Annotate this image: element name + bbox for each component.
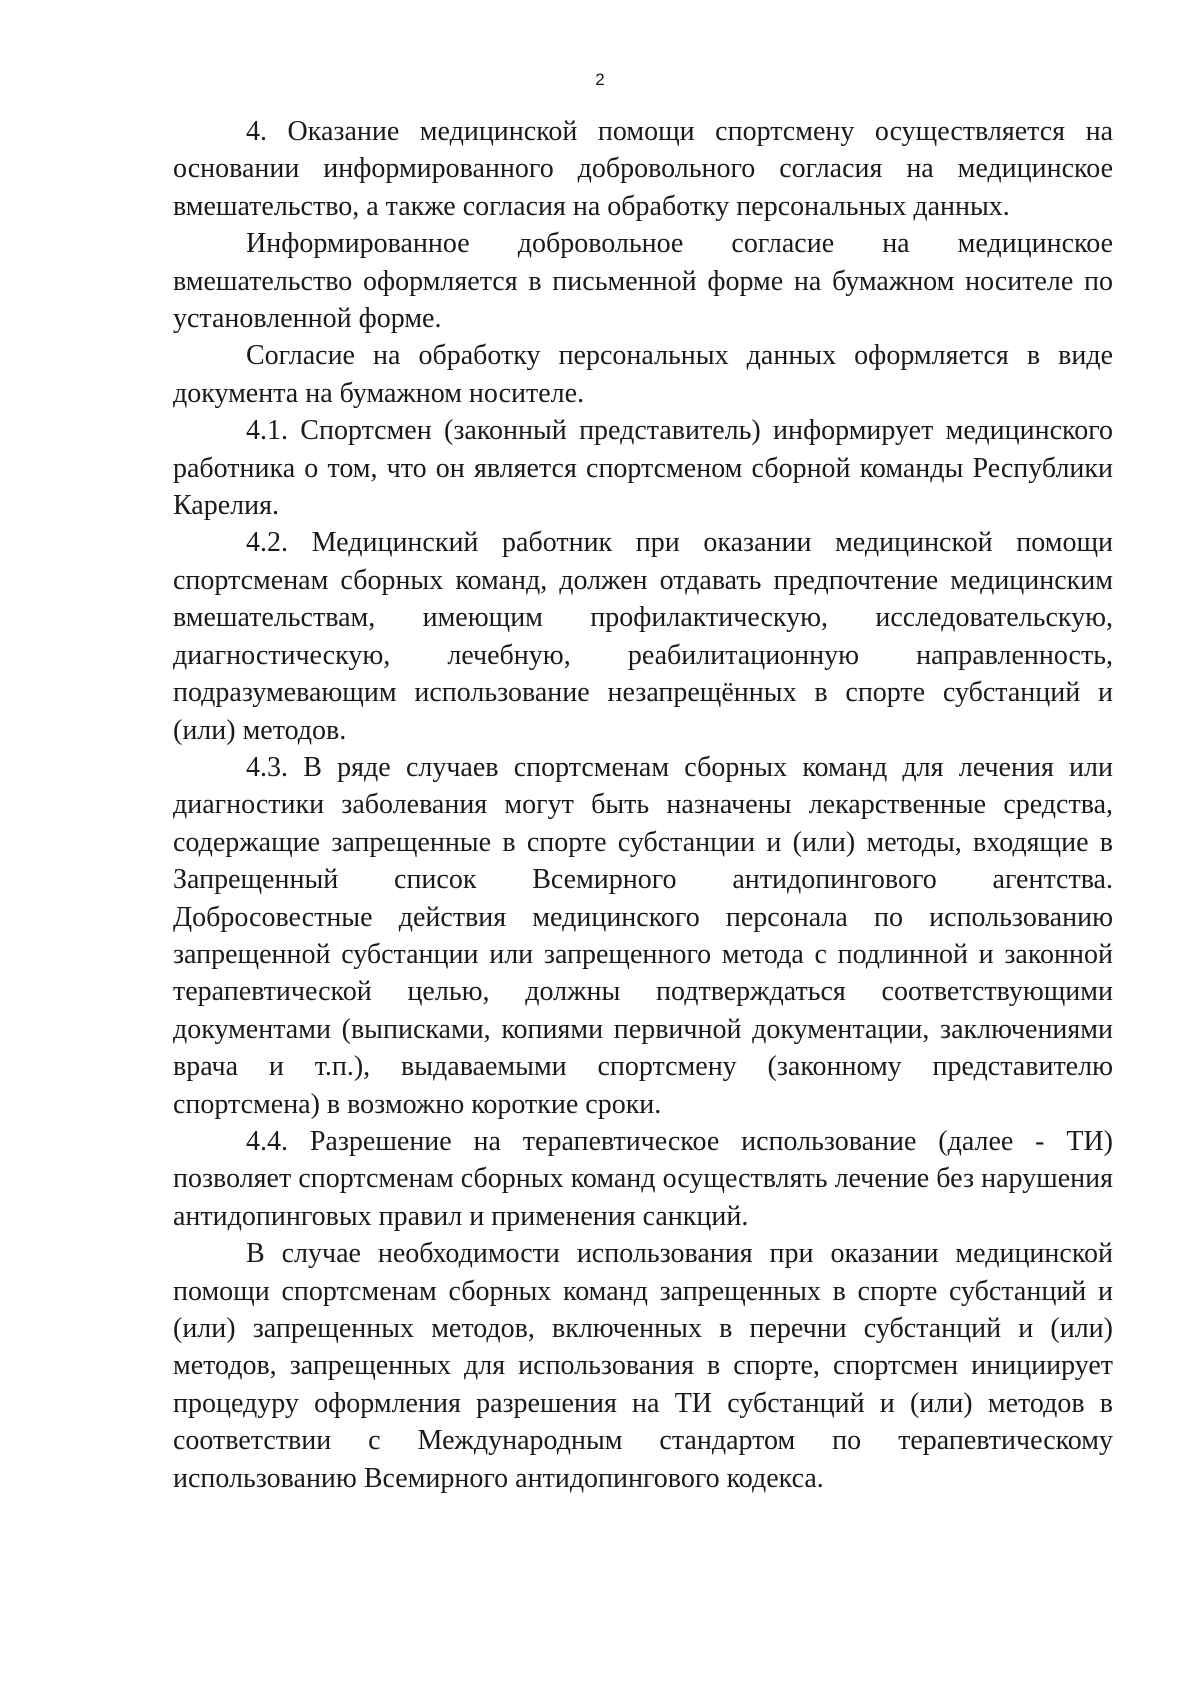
paragraph-consent-form: Информированное добровольное согласие на медицинское вмешательство оформляется в письменной форме на бумажном носителе по установленной форме.: [173, 228, 1113, 335]
paragraph-4-3: 4.3. В ряде случаев спортсменам сборных команд для лечения или диагностики заболевания могут быть назначены лекарственные средства, содержащие запрещенные в спорте субстанции и (или) методы, входящие в Запрещенный список Всемирного антидопингового агентства. Добросовестные действия медицинского персонала по использованию запрещенной субстанции или запрещенного метода с подлинной и законной терапевтической целью, должны подтверждаться соответствующими документами (выписками, копиями первичной документации, заключениями врача и т.п.), выдаваемыми спортсмену (законному представителю спортсмена) в возможно короткие сроки.: [173, 751, 1113, 1120]
paragraph-4-4: 4.4. Разрешение на терапевтическое использование (далее - ТИ) позволяет спортсменам сборных команд осуществлять лечение без нарушения антидопинговых правил и применения санкций.: [173, 1125, 1113, 1232]
paragraph-personal-data-consent: Согласие на обработку персональных данных оформляется в виде документа на бумажном носителе.: [173, 340, 1113, 409]
paragraph-ti-procedure: В случае необходимости использования при оказании медицинской помощи спортсменам сборных команд запрещенных в спорте субстанций и (или) запрещенных методов, включенных в перечни субстанций и (или) методов, запрещенных для использования в спорте, спортсмен инициирует процедуру оформления разрешения на ТИ субстанций и (или) методов в соответствии с Международным стандартом по терапевтическому использованию Всемирного антидопингового кодекса.: [173, 1238, 1113, 1494]
paragraph-4-1: 4.1. Спортсмен (законный представитель) информирует медицинского работника о том, что он является спортсменом сборной команды Республики Карелия.: [173, 415, 1113, 522]
document-body: [173, 113, 1113, 1497]
page-number: 2: [595, 70, 605, 89]
paragraph-4: 4. Оказание медицинской помощи спортсмену осуществляется на основании информированного добровольного согласия на медицинское вмешательство, а также согласия на обработку персональных данных.: [173, 116, 1113, 222]
paragraph-4-2: 4.2. Медицинский работник при оказании медицинской помощи спортсменам сборных команд, должен отдавать предпочтение медицинским вмешательствам, имеющим профилактическую, исследовательскую, диагностическую, лечебную, реабилитационную направленность, подразумевающим использование незапрещённых в спорте субстанций и (или) методов.: [173, 527, 1113, 746]
